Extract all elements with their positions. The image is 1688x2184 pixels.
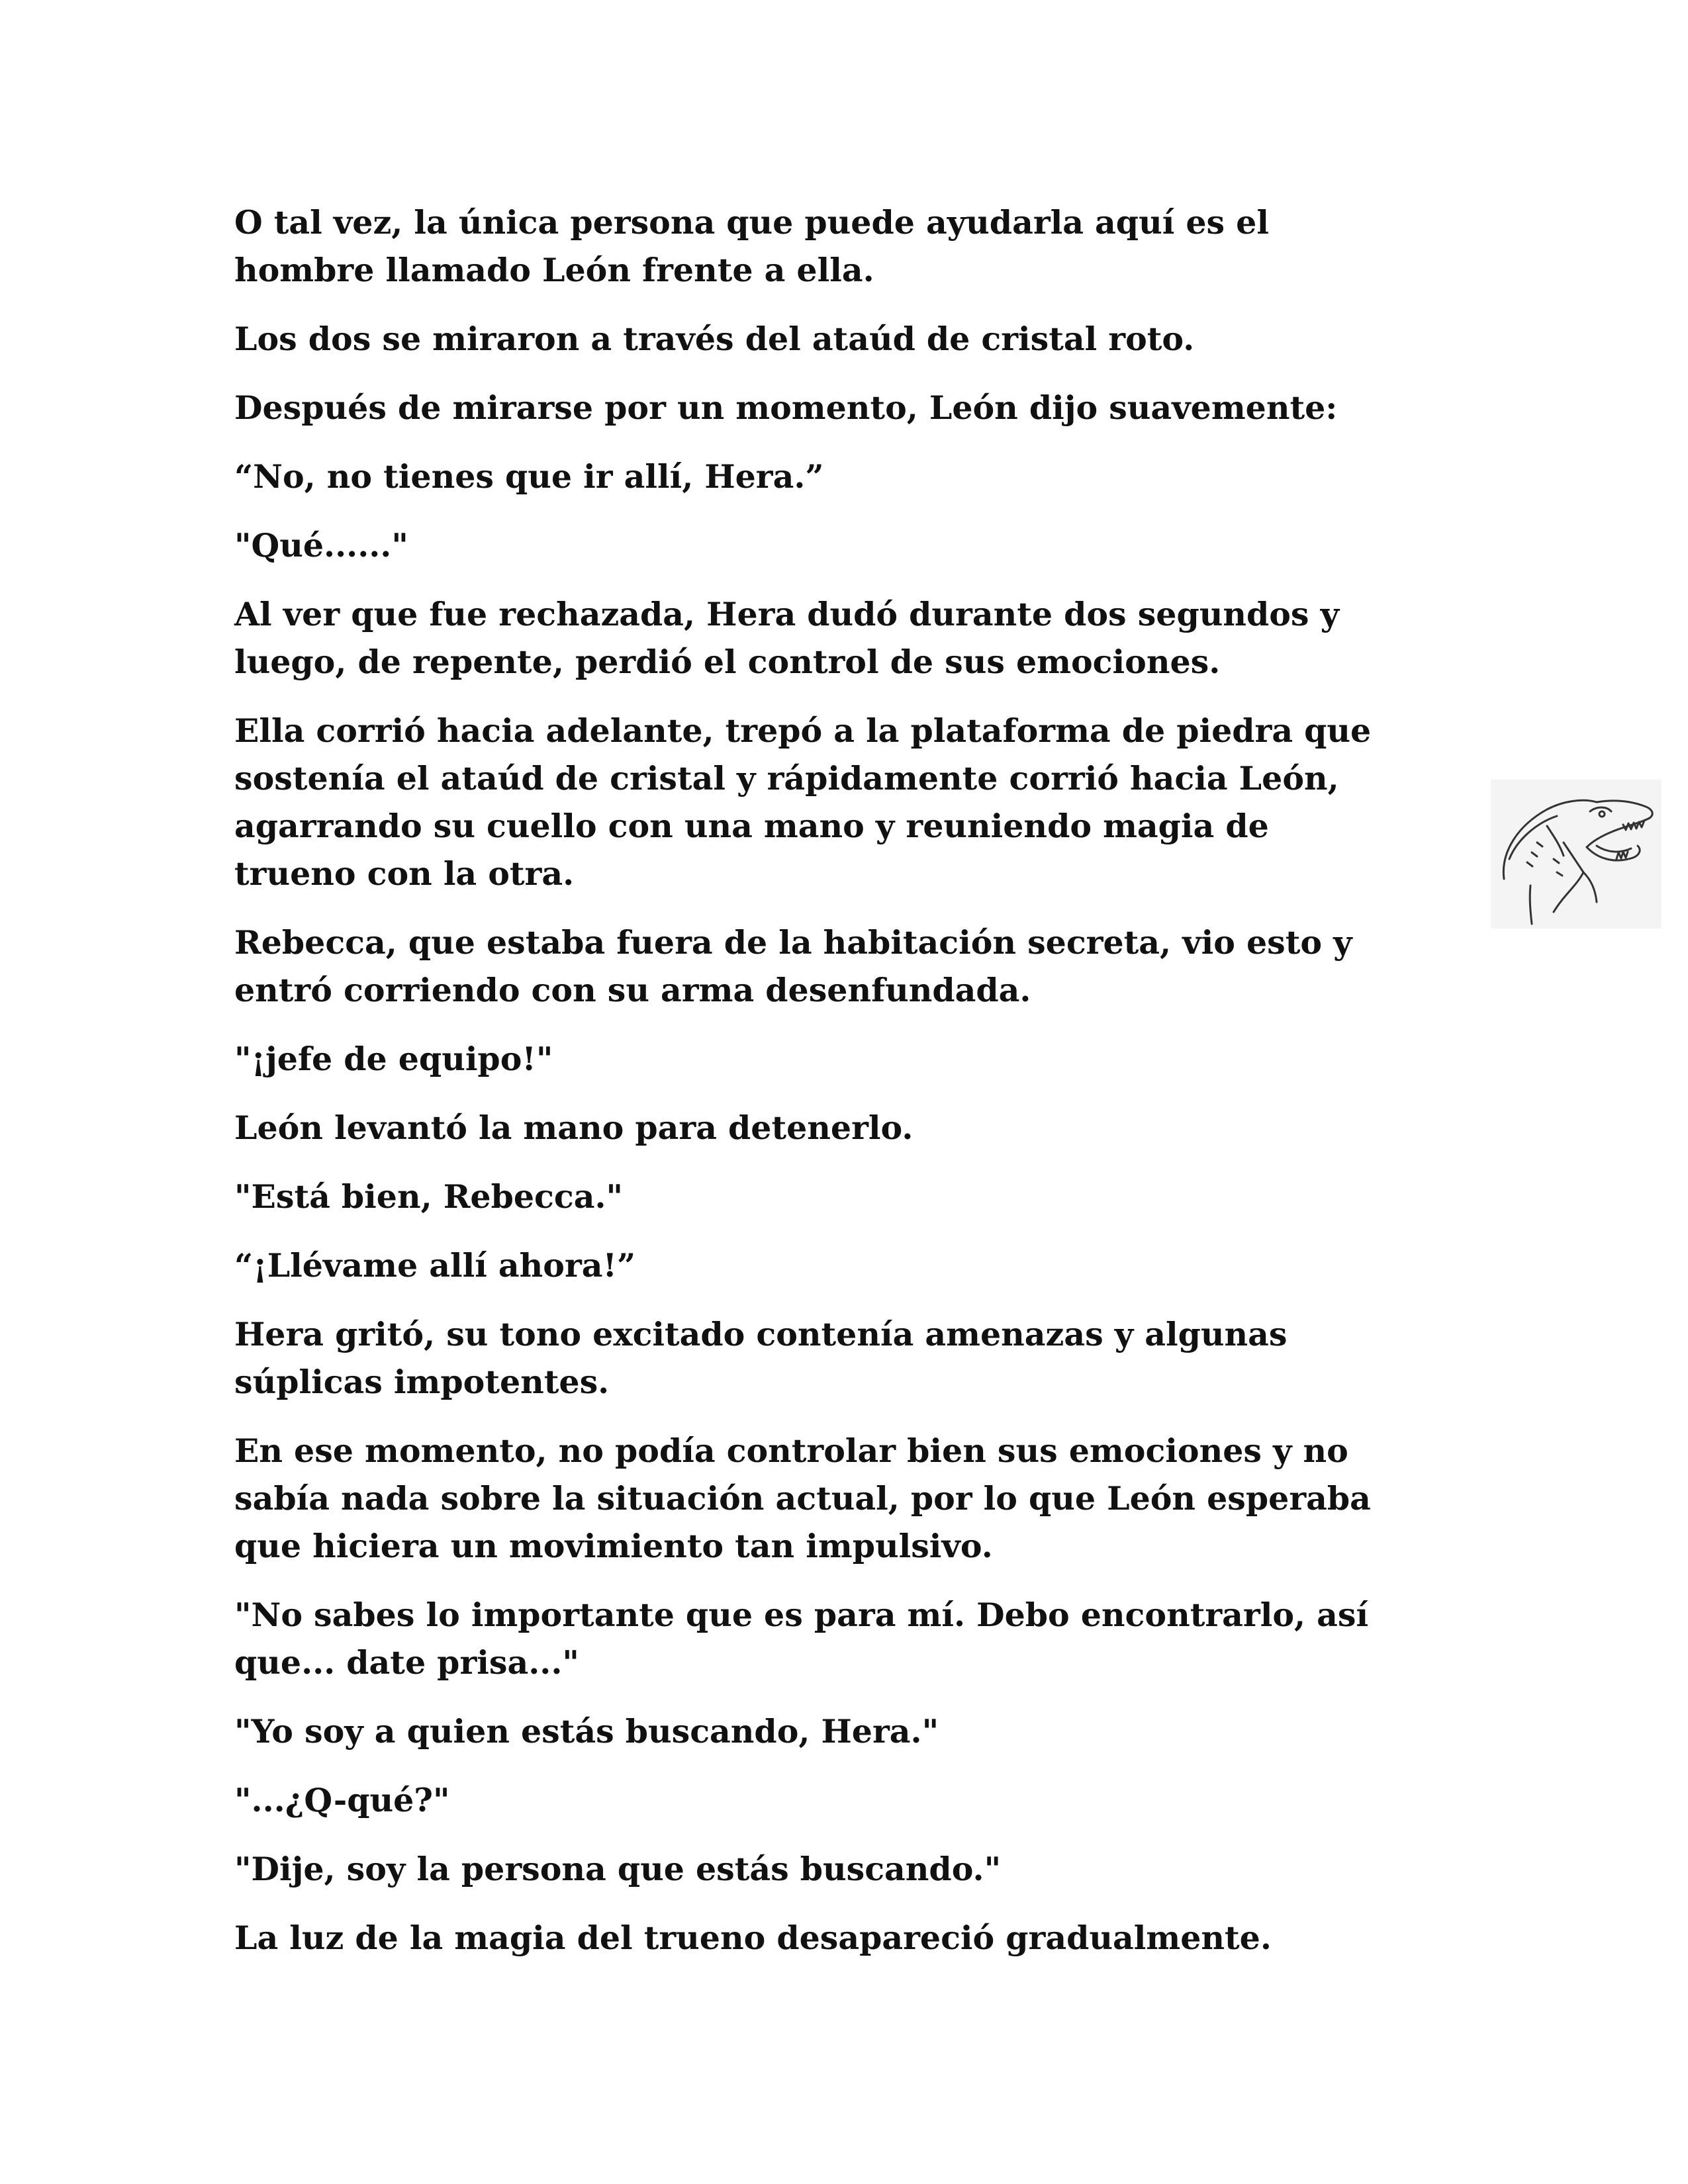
text-line: "Qué......" [234,526,408,565]
paragraph [234,384,1459,432]
text-line: súplicas impotentes. [234,1363,610,1401]
text-line: sostenía el ataúd de cristal y rápidamente corrió hacia León, [234,759,1339,797]
text-line: Rebecca, que estaba fuera de la habitación secreta, vio esto y [234,923,1352,962]
text-line: Después de mirarse por un momento, León dijo suavemente: [234,388,1338,427]
text-line: "Dije, soy la persona que estás buscando." [234,1850,1002,1888]
text-line: León levantó la mano para detenerlo. [234,1109,914,1147]
dinosaur-head-sketch-icon [1491,780,1662,929]
text-line: “¡Llévame allí ahora!” [234,1246,636,1285]
text-line: "...¿Q-qué?" [234,1781,450,1819]
text-line: hombre llamado León frente a ella. [234,251,874,289]
paragraph [234,1707,1459,1755]
text-line: "No sabes lo importante que es para mí. Debo encontrarlo, así [234,1596,1369,1634]
paragraph [234,1776,1459,1824]
paragraph [234,1845,1459,1893]
text-line: "¡jefe de equipo!" [234,1040,553,1078]
paragraph [234,1104,1459,1152]
text-line: que hiciera un movimiento tan impulsivo. [234,1527,993,1565]
paragraph [234,1242,1459,1289]
text-line: Hera gritó, su tono excitado contenía amenazas y algunas [234,1315,1288,1353]
text-line: Al ver que fue rechazada, Hera dudó durante dos segundos y [234,595,1340,633]
text-line: "Yo soy a quien estás buscando, Hera." [234,1712,939,1751]
text-line: entró corriendo con su arma desenfundada. [234,971,1031,1009]
text-line: que... date prisa..." [234,1643,579,1682]
paragraph [234,1310,1459,1406]
paragraph [234,1427,1459,1570]
text-line: agarrando su cuello con una mano y reuniendo magia de [234,807,1269,845]
paragraph [234,919,1459,1014]
text-line: luego, de repente, perdió el control de sus emociones. [234,643,1221,681]
paragraph [234,1035,1459,1083]
paragraph [234,1914,1459,1962]
paragraph [234,199,1459,294]
text-line: “No, no tienes que ir allí, Hera.” [234,457,824,496]
paragraph [234,1173,1459,1220]
text-line: La luz de la magia del trueno desapareció gradualmente. [234,1919,1272,1957]
paragraph [234,590,1459,686]
body-text [234,199,1459,1983]
text-line: sabía nada sobre la situación actual, por lo que León esperaba [234,1479,1371,1518]
paragraph [234,707,1459,897]
dinosaur-logo [1491,780,1662,929]
paragraph [234,453,1459,500]
text-line: O tal vez, la única persona que puede ayudarla aquí es el [234,203,1269,242]
paragraph [234,315,1459,363]
text-line: trueno con la otra. [234,854,575,893]
text-line: En ese momento, no podía controlar bien sus emociones y no [234,1432,1348,1470]
text-line: Los dos se miraron a través del ataúd de cristal roto. [234,320,1195,358]
text-line: Ella corrió hacia adelante, trepó a la plataforma de piedra que [234,711,1372,750]
paragraph [234,522,1459,569]
text-line: "Está bien, Rebecca." [234,1177,624,1216]
paragraph [234,1591,1459,1686]
